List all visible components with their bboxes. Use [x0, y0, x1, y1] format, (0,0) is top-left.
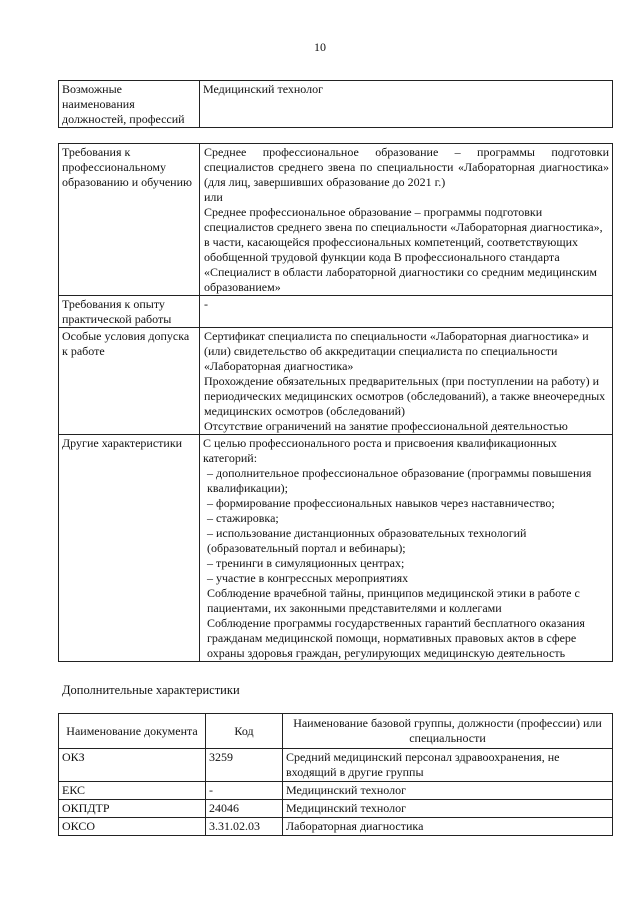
row-code: 3.31.02.03: [206, 818, 283, 836]
header-document: Наименование документа: [59, 714, 206, 749]
experience-row: [59, 296, 613, 328]
positions-value: Медицинский технолог: [200, 81, 613, 128]
row-document: ЕКС: [59, 782, 206, 800]
row-code: 3259: [206, 749, 283, 782]
other-bullet: – стажировка;: [207, 511, 279, 525]
row-code: 24046: [206, 800, 283, 818]
conditions-row: [59, 328, 613, 435]
header-name: Наименование базовой группы, должности (профессии) или специальности: [283, 714, 613, 749]
row-name: Медицинский технолог: [283, 800, 613, 818]
other-intro: С целью профессионального роста и присвоения квалификационных категорий:: [203, 436, 557, 465]
table-row: [59, 800, 613, 818]
other-label: Другие характеристики: [59, 435, 200, 662]
positions-label: Возможные наименования должностей, профессий: [59, 81, 200, 128]
education-para-1: Среднее профессиональное образование – программы подготовки специалистов среднего звена по специальности «Лабораторная диагностика» (для лиц, завершивших образование до 2021 г.): [204, 145, 609, 189]
row-name: Лабораторная диагностика: [283, 818, 613, 836]
education-or: или: [204, 190, 223, 204]
experience-label: Требования к опыту практической работы: [59, 296, 200, 328]
conditions-item: Прохождение обязательных предварительных (при поступлении на работу) и периодических медицинских осмотров (обследований), а также внеочередных медицинских осмотров (обследований): [204, 374, 606, 418]
other-bullet: – дополнительное профессиональное образование (программы повышения квалификации);: [207, 466, 592, 495]
row-code: -: [206, 782, 283, 800]
education-row: [59, 144, 613, 296]
table-row: [59, 818, 613, 836]
row-document: ОКСО: [59, 818, 206, 836]
additional-title: Дополнительные характеристики: [62, 683, 240, 697]
header-code: Код: [206, 714, 283, 749]
row-name: Средний медицинский персонал здравоохранения, не входящий в другие группы: [283, 749, 613, 782]
other-bullet: – использование дистанционных образовательных технологий (образовательный портал и вебинары);: [207, 526, 527, 555]
table-row: [59, 749, 613, 782]
additional-header-row: [59, 714, 613, 749]
conditions-item: Сертификат специалиста по специальности «Лабораторная диагностика» и (или) свидетельство об аккредитации специалиста по специальности «Лабораторная диагностика»: [204, 329, 589, 373]
other-row: [59, 435, 613, 662]
row-document: ОКЗ: [59, 749, 206, 782]
table-row: [59, 782, 613, 800]
row-document: ОКПДТР: [59, 800, 206, 818]
row-name: Медицинский технолог: [283, 782, 613, 800]
experience-value: -: [200, 296, 613, 328]
conditions-item: Отсутствие ограничений на занятие профессиональной деятельностью: [204, 419, 568, 433]
other-para-1: Соблюдение врачебной тайны, принципов медицинской этики в работе с пациентами, их законными представителями и коллегами: [207, 586, 580, 615]
other-bullet: – формирование профессиональных навыков через наставничество;: [207, 496, 555, 510]
positions-row: [59, 81, 613, 128]
requirements-table: [58, 143, 613, 662]
education-para-2: Среднее профессиональное образование – программы подготовки специалистов среднего звена по специальности «Лабораторная диагностика», в части, касающейся профессиональных компетенций, соответствующих обобщенной трудовой функции кода В профессионального стандарта «Специалист в области лабораторной диагностики со средним медицинским образованием»: [204, 205, 603, 294]
positions-table: [58, 80, 613, 128]
additional-table: [58, 713, 613, 836]
page-number: 10: [314, 40, 326, 54]
other-bullet: – участие в конгрессных мероприятиях: [207, 571, 409, 585]
other-para-2: Соблюдение программы государственных гарантий бесплатного оказания гражданам медицинской помощи, нормативных правовых актов в сфере охраны здоровья граждан, регулирующих медицинскую деятельность: [207, 616, 585, 660]
conditions-label: Особые условия допуска к работе: [59, 328, 200, 435]
other-bullet: – тренинги в симуляционных центрах;: [207, 556, 405, 570]
education-label: Требования к профессиональному образованию и обучению: [59, 144, 200, 296]
